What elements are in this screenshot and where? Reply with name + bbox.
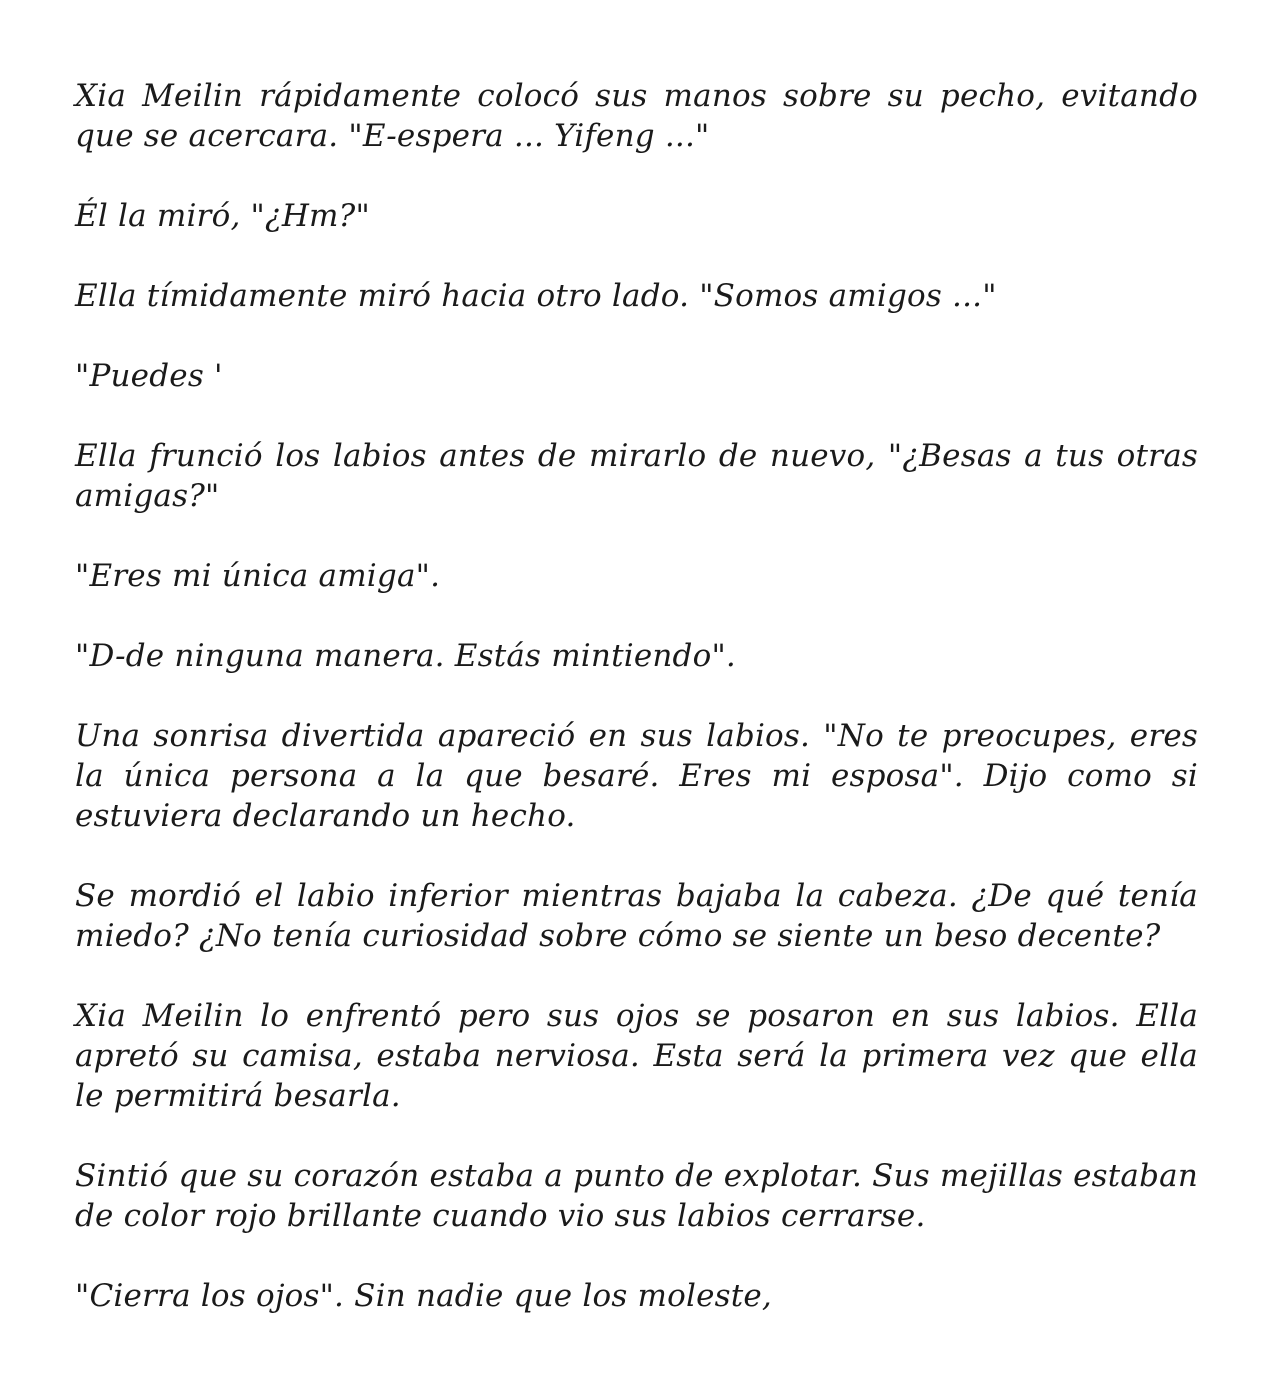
paragraph-5: Ella frunció los labios antes de mirarlo de nuevo, "¿Besas a tus otras amigas?" bbox=[75, 438, 1198, 514]
document-page bbox=[75, 76, 1198, 1356]
paragraph-7: "D-de ninguna manera. Estás mintiendo". bbox=[75, 638, 736, 674]
paragraph-11: Sintió que su corazón estaba a punto de explotar. Sus mejillas estaban de color rojo brillante cuando vio sus labios cerrarse. bbox=[75, 1158, 1198, 1234]
paragraph-10: Xia Meilin lo enfrentó pero sus ojos se posaron en sus labios. Ella apretó su camisa, estaba nerviosa. Esta será la primera vez que ella le permitirá besarla. bbox=[75, 998, 1198, 1114]
paragraph-3: Ella tímidamente miró hacia otro lado. "Somos amigos ..." bbox=[75, 278, 997, 314]
paragraph-9: Se mordió el labio inferior mientras bajaba la cabeza. ¿De qué tenía miedo? ¿No tenía curiosidad sobre cómo se siente un beso decente? bbox=[75, 878, 1198, 954]
paragraph-6: "Eres mi única amiga". bbox=[75, 558, 441, 594]
paragraph-8: Una sonrisa divertida apareció en sus labios. "No te preocupes, eres la única persona a la que besaré. Eres mi esposa". Dijo como si estuviera declarando un hecho. bbox=[75, 718, 1198, 834]
paragraph-2: Él la miró, "¿Hm?" bbox=[75, 198, 370, 234]
paragraph-1: Xia Meilin rápidamente colocó sus manos sobre su pecho, evitando que se acercara. "E-espera ... Yifeng ..." bbox=[75, 78, 1198, 154]
paragraph-12: "Cierra los ojos". Sin nadie que los moleste, bbox=[75, 1278, 772, 1314]
paragraph-4: "Puedes ' bbox=[75, 358, 223, 394]
